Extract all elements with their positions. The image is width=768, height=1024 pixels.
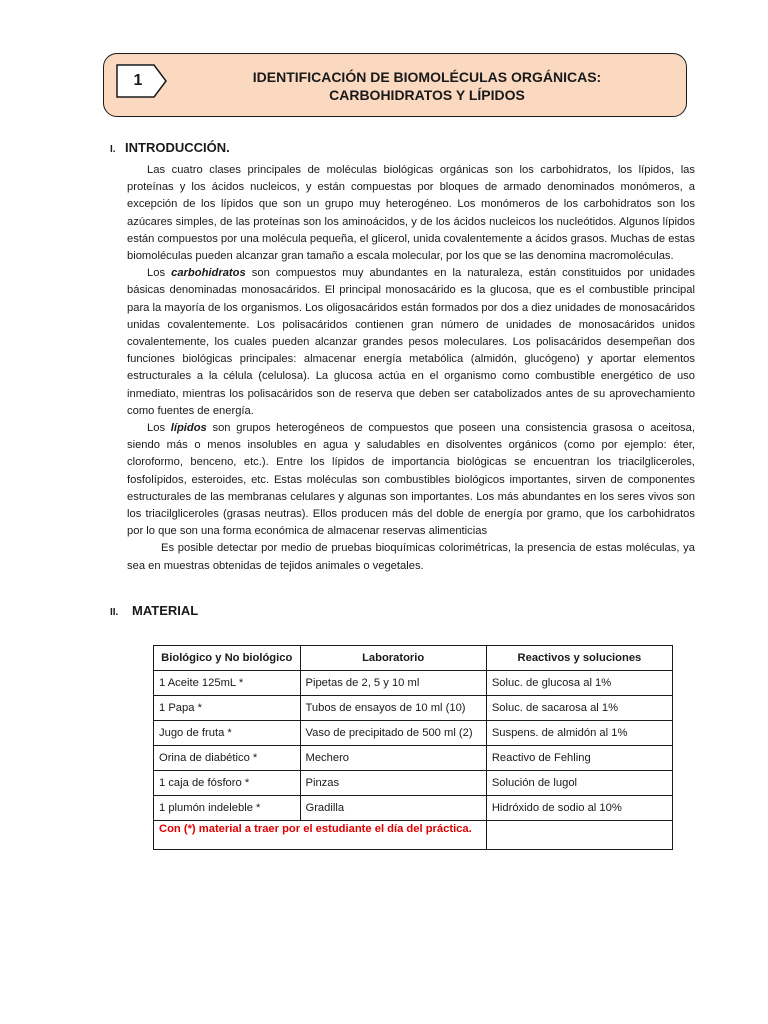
- intro-paragraph-1: Las cuatro clases principales de moléculas biológicas orgánicas son los carbohidratos, los lípidos, las proteínas y los ácidos nucleicos, y están compuestas por bloques de armado denominados monómeros, a excepción de los lípidos que son un grupo muy heterogéneo. Los monómeros de los carbohidratos son los azúcares simples, de las proteínas son los aminoácidos, y de los ácidos nucleicos los nucleótidos. Algunos lípidos están compuestos por una molécula pequeña, el glicerol, unida covalentemente a ácidos grasos. Muchas de estas biomoléculas pueden alcanzar gran tamaño a escala molecular, por los que se las denomina macromoléculas.: [127, 164, 695, 263]
- title-line-1: IDENTIFICACIÓN DE BIOMOLÉCULAS ORGÁNICAS:: [252, 69, 602, 85]
- table-row: [154, 721, 673, 746]
- intro-paragraph-3: Los lípidos son grupos heterogéneos de compuestos que poseen una consistencia grasosa o aceitosa, siendo más o menos insolubles en agua y saludables en disolventes orgánicos (como por ejemplo: éter, cloroformo, benceno, etc.). Entre los lípidos de importancia biológicas se encuentran los triacilgliceroles, fosfolípidos, esteroides, etc. Estas moléculas son combustibles biológicos importantes, sirven de componentes estructurales de las membranas celulares y algunas son importantes. Los más abundantes en los seres vivos son los triacilgliceroles (grasas neutras). Ellos producen más del doble de energía por gramo, que los carbohidratos por lo que son una forma económica de almacenar reservas alimenticias: [127, 422, 695, 538]
- table-cell: Soluc. de glucosa al 1%: [486, 671, 672, 696]
- column-header: Biológico y No biológico: [154, 646, 301, 671]
- table-cell: Pinzas: [300, 771, 486, 796]
- table-row: [154, 696, 673, 721]
- intro-body: [127, 162, 695, 575]
- table-cell: Solución de lugol: [486, 771, 672, 796]
- table-header-row: [154, 646, 673, 671]
- table-row: [154, 771, 673, 796]
- section-heading-intro: [110, 140, 230, 158]
- page-title: [184, 68, 670, 104]
- table-row: [154, 671, 673, 696]
- table-cell: 1 Aceite 125mL *: [154, 671, 301, 696]
- table-row: [154, 796, 673, 821]
- table-row: [154, 746, 673, 771]
- table-cell: Hidróxido de sodio al 10%: [486, 796, 672, 821]
- table-cell: Jugo de fruta *: [154, 721, 301, 746]
- table-cell: 1 plumón indeleble *: [154, 796, 301, 821]
- intro-paragraph-2: Los carbohidratos son compuestos muy abundantes en la naturaleza, están constituidos por unidades básicas denominadas monosacáridos. El principal monosacárido es la glucosa, que es el combustible principal para la mayoría de los organismos. Los oligosacáridos están formados por dos a diez unidades de monosacáridos unidas covalentemente. Los polisacáridos contienen gran número de unidades de monosacáridos unidos covalentemente, los cuales pueden alcanzar grandes pesos moleculares. Los polisacáridos desempeñan dos funciones biológicas principales: almacenar energía metabólica (almidón, glucógeno) y aportar elementos estructurales a la célula (celulosa). La glucosa actúa en el organismo como combustible energético de uso inmediato, mientras los polisacáridos son de reserva que deben ser catabolizados antes de su aprovechamiento como fuentes de energía.: [127, 267, 695, 417]
- section-heading-material: [110, 603, 198, 621]
- table-cell: Mechero: [300, 746, 486, 771]
- table-cell: Soluc. de sacarosa al 1%: [486, 696, 672, 721]
- table-cell: Reactivo de Fehling: [486, 746, 672, 771]
- title-line-2: CARBOHIDRATOS Y LÍPIDOS: [329, 87, 525, 103]
- table-cell: 1 caja de fósforo *: [154, 771, 301, 796]
- column-header: Reactivos y soluciones: [486, 646, 672, 671]
- table-cell: 1 Papa *: [154, 696, 301, 721]
- table-cell: Pipetas de 2, 5 y 10 ml: [300, 671, 486, 696]
- student-material-note: Con (*) material a traer por el estudiante el día del práctica.: [154, 821, 487, 850]
- table-cell: Vaso de precipitado de 500 ml (2): [300, 721, 486, 746]
- section-numeral: II.: [110, 607, 119, 618]
- chapter-badge: [116, 64, 168, 98]
- table-note-row: [154, 821, 673, 850]
- section-title: MATERIAL: [132, 603, 199, 618]
- column-header: Laboratorio: [300, 646, 486, 671]
- table-cell: Suspens. de almidón al 1%: [486, 721, 672, 746]
- intro-paragraph-4: Es posible detectar por medio de pruebas bioquímicas colorimétricas, la presencia de estas moléculas, ya sea en muestras obtenidas de tejidos animales o vegetales.: [127, 542, 695, 572]
- section-numeral: I.: [110, 144, 116, 155]
- title-banner: [103, 53, 687, 117]
- table-cell: Gradilla: [300, 796, 486, 821]
- table-cell-empty: [486, 821, 672, 850]
- term-lipidos: lípidos: [170, 422, 207, 435]
- table-cell: Tubos de ensayos de 10 ml (10): [300, 696, 486, 721]
- chapter-number: 1: [133, 72, 143, 89]
- term-carbohidratos: carbohidratos: [171, 267, 246, 280]
- section-title: INTRODUCCIÓN.: [125, 140, 230, 155]
- table-cell: Orina de diabético *: [154, 746, 301, 771]
- material-table: [153, 645, 673, 850]
